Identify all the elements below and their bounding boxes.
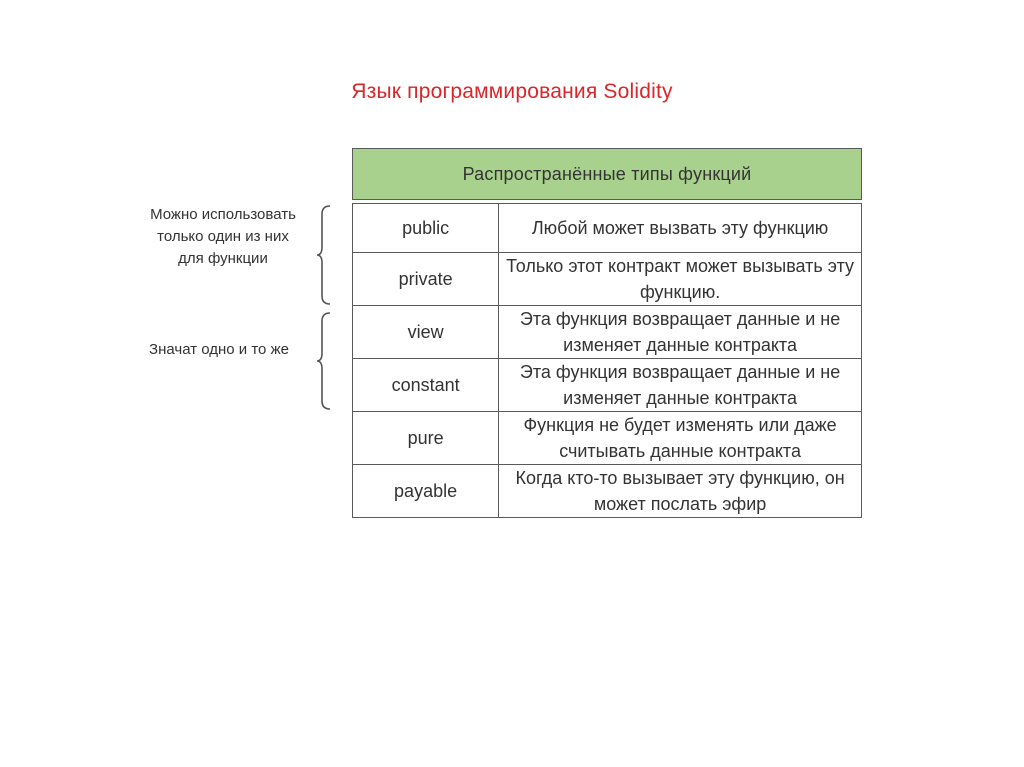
- note-only-one: Можно использовать только один из них для функции: [150, 206, 296, 267]
- table-row: [353, 306, 862, 359]
- function-type-name: private: [353, 253, 499, 306]
- function-type-description: Эта функция возвращает данные и не изменяет данные контракта: [499, 359, 862, 412]
- note-same: Значат одно и то же: [149, 341, 289, 358]
- table-row: [353, 204, 862, 253]
- slide-title: Язык программирования Solidity: [351, 80, 673, 103]
- function-type-description: Функция не будет изменять или даже считывать данные контракта: [499, 412, 862, 465]
- function-type-description: Любой может вызвать эту функцию: [499, 204, 862, 253]
- table-header: Распространённые типы функций: [353, 149, 862, 200]
- function-type-description: Когда кто-то вызывает эту функцию, он может послать эфир: [499, 465, 862, 518]
- function-type-description: Эта функция возвращает данные и не изменяет данные контракта: [499, 306, 862, 359]
- function-type-name: public: [353, 204, 499, 253]
- brace-icon-top: [316, 204, 336, 306]
- table-row: [353, 465, 862, 518]
- function-type-name: view: [353, 306, 499, 359]
- function-type-description: Только этот контракт может вызывать эту функцию.: [499, 253, 862, 306]
- table-row: [353, 412, 862, 465]
- brace-icon-bottom: [316, 311, 336, 411]
- table-row: [353, 359, 862, 412]
- function-type-name: constant: [353, 359, 499, 412]
- function-type-name: payable: [353, 465, 499, 518]
- function-type-name: pure: [353, 412, 499, 465]
- function-types-table: [352, 148, 862, 518]
- table-row: [353, 253, 862, 306]
